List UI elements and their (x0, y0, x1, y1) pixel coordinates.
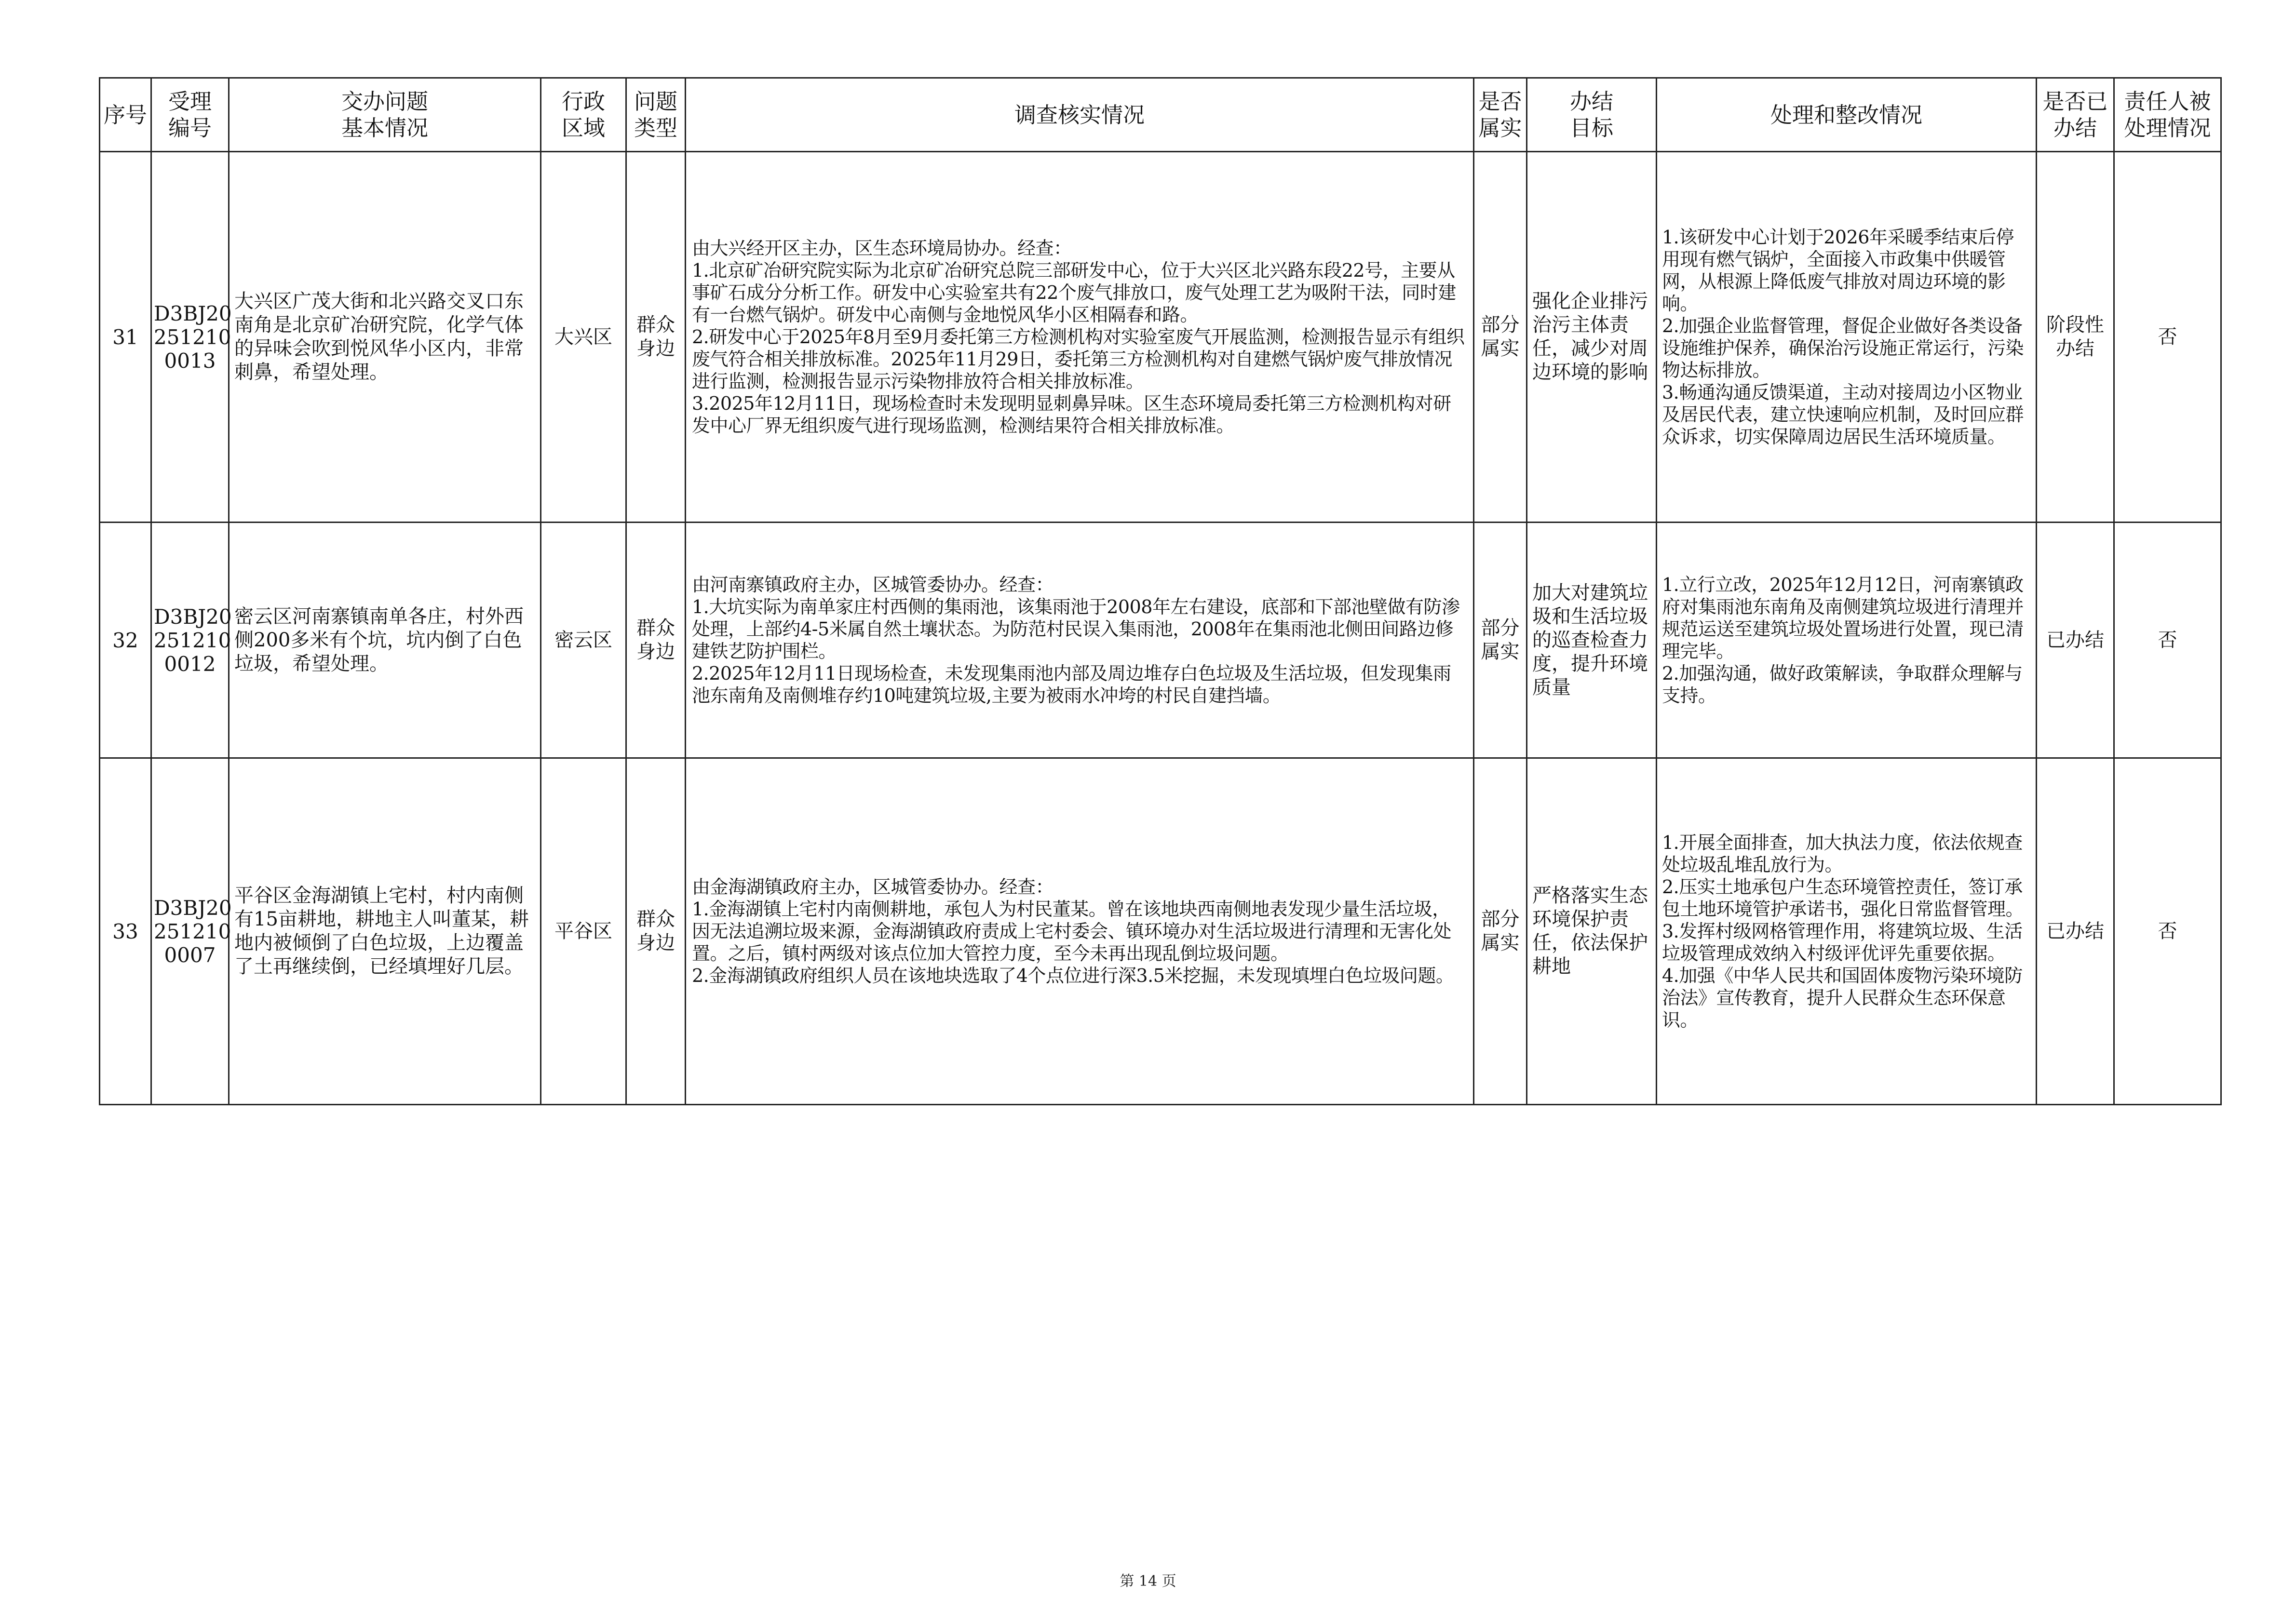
cell-district: 平谷区 (541, 758, 626, 1105)
cell-type: 群众 身边 (626, 523, 686, 758)
cell-seq: 31 (100, 152, 151, 523)
cell-issue: 平谷区金海湖镇上宅村，村内南侧有15亩耕地，耕地主人叫董某，耕地内被倾倒了白色垃圾，上边覆盖了土再继续倒，已经填埋好几层。 (229, 758, 541, 1105)
cell-type: 群众 身边 (626, 152, 686, 523)
cell-closed: 阶段性 办结 (2037, 152, 2114, 523)
header-seq: 序号 (100, 78, 151, 152)
table-row (100, 523, 2221, 758)
header-investigation: 调查核实情况 (686, 78, 1474, 152)
cell-seq: 33 (100, 758, 151, 1105)
cell-code: D3BJ20 251210 0007 (151, 758, 229, 1105)
cell-investigation: 由金海湖镇政府主办，区城管委协办。经查： 1.金海湖镇上宅村内南侧耕地，承包人为村民董某。曾在该地块西南侧地表发现少量生活垃圾，因无法追溯垃圾来源，金海湖镇政府责成上宅村委会、镇环境办对生活垃圾进行清理和无害化处置。之后，镇村两级对该点位加大管控力度，至今未再出现乱倒垃圾问题。 2.金海湖镇政府组织人员在该地块选取了4个点位进行深3.5米挖掘，未发现填埋白色垃圾问题。 (686, 758, 1474, 1105)
cell-code: D3BJ20 251210 0012 (151, 523, 229, 758)
cell-issue: 大兴区广茂大街和北兴路交叉口东南角是北京矿冶研究院，化学气体的异味会吹到悦风华小区内，非常刺鼻，希望处理。 (229, 152, 541, 523)
header-accountability: 责任人被 处理情况 (2114, 78, 2221, 152)
cell-accountability: 否 (2114, 758, 2221, 1105)
header-row (100, 78, 2221, 152)
header-type: 问题 类型 (626, 78, 686, 152)
header-issue: 交办问题 基本情况 (229, 78, 541, 152)
cell-goal: 强化企业排污治污主体责任，减少对周边环境的影响 (1527, 152, 1657, 523)
cell-goal: 加大对建筑垃圾和生活垃圾的巡查检查力度，提升环境质量 (1527, 523, 1657, 758)
cell-accountability: 否 (2114, 152, 2221, 523)
page-number: 第 14 页 (1120, 1573, 1176, 1590)
header-district: 行政 区域 (541, 78, 626, 152)
header-closed: 是否已 办结 (2037, 78, 2114, 152)
cell-district: 密云区 (541, 523, 626, 758)
cell-verified: 部分 属实 (1474, 523, 1527, 758)
cell-verified: 部分 属实 (1474, 152, 1527, 523)
cell-handling: 1.开展全面排查，加大执法力度，依法依规查处垃圾乱堆乱放行为。 2.压实土地承包户生态环境管控责任，签订承包土地环境管护承诺书，强化日常监督管理。 3.发挥村级网格管理作用，将建筑垃圾、生活垃圾管理成效纳入村级评优评先重要依据。 4.加强《中华人民共和国固体废物污染环境防治法》宣传教育，提升人民群众生态环保意识。 (1657, 758, 2037, 1105)
cell-handling: 1.该研发中心计划于2026年采暖季结束后停用现有燃气锅炉，全面接入市政集中供暖管网，从根源上降低废气排放对周边环境的影响。 2.加强企业监督管理，督促企业做好各类设备设施维护保养，确保治污设施正常运行，污染物达标排放。 3.畅通沟通反馈渠道，主动对接周边小区物业及居民代表，建立快速响应机制，及时回应群众诉求，切实保障周边居民生活环境质量。 (1657, 152, 2037, 523)
cell-investigation: 由河南寨镇政府主办，区城管委协办。经查： 1.大坑实际为南单家庄村西侧的集雨池，该集雨池于2008年左右建设，底部和下部池壁做有防渗处理，上部约4-5米属自然土壤状态。为防范村民误入集雨池，2008年在集雨池北侧田间路边修建铁艺防护围栏。 2.2025年12月11日现场检查，未发现集雨池内部及周边堆存白色垃圾及生活垃圾，但发现集雨池东南角及南侧堆存约10吨建筑垃圾,主要为被雨水冲垮的村民自建挡墙。 (686, 523, 1474, 758)
header-goal: 办结 目标 (1527, 78, 1657, 152)
cell-district: 大兴区 (541, 152, 626, 523)
header-code: 受理 编号 (151, 78, 229, 152)
cell-seq: 32 (100, 523, 151, 758)
cell-type: 群众 身边 (626, 758, 686, 1105)
cell-investigation: 由大兴经开区主办，区生态环境局协办。经查： 1.北京矿冶研究院实际为北京矿冶研究总院三部研发中心，位于大兴区北兴路东段22号，主要从事矿石成分分析工作。研发中心实验室共有22个废气排放口，废气处理工艺为吸附干法，同时建有一台燃气锅炉。研发中心南侧与金地悦风华小区相隔春和路。 2.研发中心于2025年8月至9月委托第三方检测机构对实验室废气开展监测，检测报告显示有组织废气符合相关排放标准。2025年11月29日，委托第三方检测机构对自建燃气锅炉废气排放情况进行监测，检测报告显示污染物排放符合相关排放标准。 3.2025年12月11日，现场检查时未发现明显刺鼻异味。区生态环境局委托第三方检测机构对研发中心厂界无组织废气进行现场监测，检测结果符合相关排放标准。 (686, 152, 1474, 523)
header-handling: 处理和整改情况 (1657, 78, 2037, 152)
complaint-table (99, 77, 2222, 1105)
table-row (100, 758, 2221, 1105)
cell-handling: 1.立行立改，2025年12月12日，河南寨镇政府对集雨池东南角及南侧建筑垃圾进行清理并规范运送至建筑垃圾处置场进行处置，现已清理完毕。 2.加强沟通，做好政策解读，争取群众理解与支持。 (1657, 523, 2037, 758)
cell-issue: 密云区河南寨镇南单各庄，村外西侧200多米有个坑，坑内倒了白色垃圾，希望处理。 (229, 523, 541, 758)
table-row (100, 152, 2221, 523)
cell-code: D3BJ20 251210 0013 (151, 152, 229, 523)
cell-closed: 已办结 (2037, 758, 2114, 1105)
cell-verified: 部分 属实 (1474, 758, 1527, 1105)
header-verified: 是否 属实 (1474, 78, 1527, 152)
cell-goal: 严格落实生态环境保护责任，依法保护耕地 (1527, 758, 1657, 1105)
cell-accountability: 否 (2114, 523, 2221, 758)
cell-closed: 已办结 (2037, 523, 2114, 758)
